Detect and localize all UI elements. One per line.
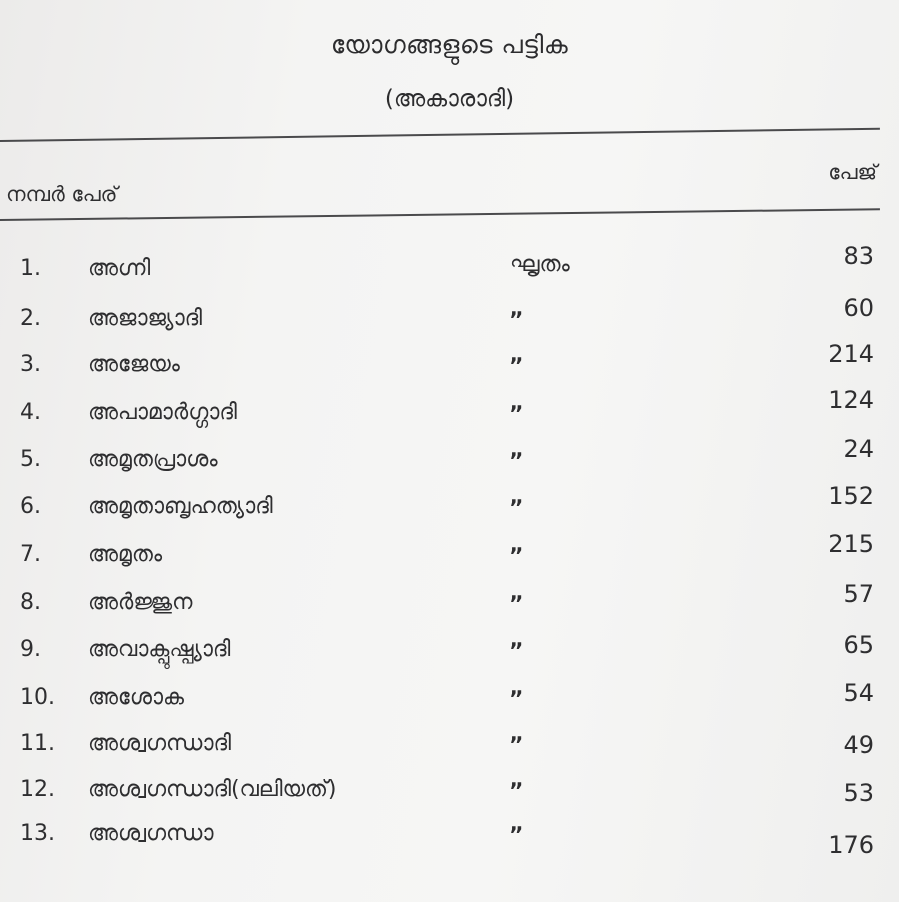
item-number: 8. — [20, 590, 41, 615]
item-name: അശ്വഗന്ധാ — [88, 821, 214, 846]
item-form: ഘൃതം — [510, 252, 570, 277]
item-page: 176 — [828, 831, 874, 859]
item-page: 57 — [843, 580, 874, 608]
list-item — [0, 627, 899, 673]
item-form-ditto: ,, — [510, 390, 522, 414]
item-name: അശ്വഗന്ധാദി(വലിയത്) — [88, 777, 337, 802]
item-name: അജാജ്യാദി — [88, 306, 203, 331]
header-top-rule — [0, 128, 880, 142]
header-bottom-rule — [0, 208, 880, 221]
item-name: അവാക്പുഷ്പ്യാദി — [88, 637, 231, 662]
item-number: 2. — [20, 306, 41, 331]
item-number: 13. — [20, 821, 55, 846]
item-number: 3. — [20, 352, 41, 377]
item-name: അഗ്നി — [88, 256, 151, 281]
item-name: അർജ്ജുന — [88, 590, 193, 615]
item-page: 53 — [843, 779, 874, 807]
item-page: 215 — [828, 530, 874, 558]
item-name: അപാമാർഗ്ഗാദി — [88, 400, 237, 425]
list-item — [0, 675, 899, 721]
item-page: 214 — [828, 340, 874, 368]
item-form-ditto: ,, — [510, 296, 522, 320]
list-item — [0, 294, 899, 342]
item-number: 9. — [20, 637, 41, 662]
item-number: 6. — [20, 494, 41, 519]
item-number: 1. — [20, 256, 41, 281]
item-page: 24 — [843, 435, 874, 463]
item-number: 10. — [20, 685, 55, 710]
item-page: 65 — [843, 631, 874, 659]
item-form-ditto: ,, — [510, 811, 522, 835]
item-form-ditto: ,, — [510, 484, 522, 508]
list-item — [0, 767, 899, 813]
list-item — [0, 530, 899, 578]
item-number: 5. — [20, 447, 41, 472]
item-name: അശ്വഗന്ധാദി — [88, 731, 231, 756]
item-page: 124 — [828, 386, 874, 414]
item-name: അജേയം — [88, 352, 180, 377]
list-item — [0, 242, 899, 292]
item-form-ditto: ,, — [510, 627, 522, 651]
item-form-ditto: ,, — [510, 532, 522, 556]
item-form-ditto: ,, — [510, 721, 522, 745]
item-number: 7. — [20, 542, 41, 567]
item-name: അമൃതപ്രാശം — [88, 447, 218, 472]
item-form-ditto: ,, — [510, 342, 522, 366]
list-item — [0, 482, 899, 530]
item-number: 4. — [20, 400, 41, 425]
column-header-number-name: നമ്പർ പേര് — [6, 182, 118, 206]
list-item — [0, 386, 899, 436]
page-subtitle: (അകാരാദി) — [384, 86, 515, 112]
item-form-ditto: ,, — [510, 437, 522, 461]
item-number: 11. — [20, 731, 55, 756]
item-page: 60 — [843, 294, 874, 322]
list-item — [0, 721, 899, 767]
list-item — [0, 811, 899, 859]
item-name: അമൃതാബൃഹത്യാദി — [88, 494, 273, 519]
column-header-page: പേജ് — [828, 160, 877, 184]
item-form-ditto: ,, — [510, 767, 522, 791]
item-name: അമൃതം — [88, 542, 163, 567]
item-page: 83 — [843, 242, 874, 270]
item-form-ditto: ,, — [510, 580, 522, 604]
list-item — [0, 340, 899, 388]
item-form-ditto: ,, — [510, 675, 522, 699]
item-page: 54 — [843, 679, 874, 707]
list-item — [0, 435, 899, 483]
item-number: 12. — [20, 777, 55, 802]
page-title: യോഗങ്ങളുടെ പട്ടിക — [330, 30, 569, 59]
item-page: 49 — [843, 731, 874, 759]
item-page: 152 — [828, 482, 874, 510]
item-name: അശോക — [88, 685, 185, 710]
list-item — [0, 580, 899, 626]
